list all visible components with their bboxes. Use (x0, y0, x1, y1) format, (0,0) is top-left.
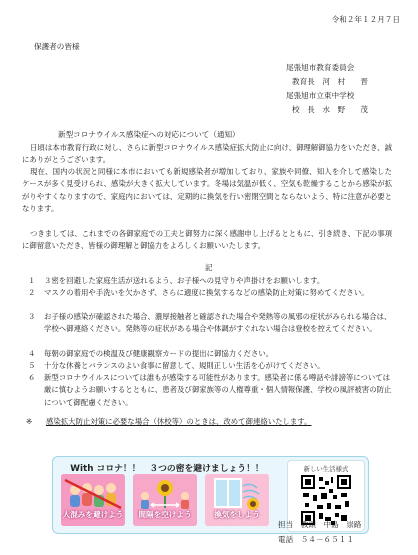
tile-keep-distance (133, 474, 197, 526)
addressee: 保護者の皆様 (34, 42, 80, 51)
sender-org: 尾張旭市教育委員会 (286, 63, 355, 72)
note-text: 感染拡大防止対策に必要な場合（休校等）のときは、改めて御連絡いたします。 (46, 417, 312, 426)
contact-person: 担当 教頭 中島 崇路 (278, 520, 362, 529)
tile-ventilate (205, 474, 269, 526)
list-item (28, 348, 392, 360)
item-text: ３密を回避した家庭生活が送れるよう、お子様への見守りや声掛けをお願いします。 (44, 276, 325, 285)
banner-title: With コロナ！！ ３つの密を避けましょう！！ (70, 464, 264, 474)
ki-heading: 記 (205, 263, 213, 272)
list-item (28, 275, 392, 287)
sender-school: 尾張旭市立東中学校 (286, 91, 355, 100)
tile-avoid-crowds (61, 474, 125, 526)
contact-phone: 電話 ５４－６５１１ (278, 535, 354, 544)
note-mark: ※ (26, 417, 33, 426)
list-item (28, 287, 392, 311)
sender-principal: 校 長 水 野 茂 (292, 105, 368, 114)
list-item (28, 311, 392, 347)
body-paragraph-1: 日頃は本市教育行政に対し、さらに新型コロナウイルス感染症拡大防止に向け、御理解御協力をいただき、誠にありがとうございます。 (22, 143, 392, 165)
tile-label: 間隔を空けよう (138, 510, 192, 519)
item-number: ３ (28, 312, 36, 321)
document-title: 新型コロナウイルス感染症への対応について（通知） (58, 130, 240, 139)
list-item (28, 360, 392, 372)
document-date: 令和２年１２月７日 (331, 15, 400, 24)
tile-label: 換気をしよう (214, 510, 260, 519)
item-number: ４ (28, 349, 36, 358)
note (26, 416, 398, 428)
item-number: ２ (28, 288, 36, 297)
item-number: ６ (28, 373, 36, 382)
item-number: １ (28, 276, 36, 285)
item-text: 十分な休養とバランスのよい食事に留意して、規則正しい生活を心がけてください。 (44, 361, 325, 370)
list-item (28, 372, 392, 408)
qr-code-icon (301, 475, 351, 525)
tile-label: 人混みを避けよう (62, 510, 124, 519)
item-text: 毎朝の御家庭での検温及び健康観察カードの提出に御協力ください。 (44, 349, 274, 358)
item-number: ５ (28, 361, 36, 370)
item-text: マスクの着用や手洗いを欠かさず、さらに適度に換気するなどの感染防止対策に努めてください。 (44, 288, 369, 297)
sender-superintendent: 教育長 河 村 晋 (292, 77, 368, 86)
item-text: お子様の感染が確認された場合、濃厚接触者と確認された場合や発熱等の風邪の症状がみられる場合は、学校へ御連絡ください。発熱等の症状がある場合や体調がすぐれない場合は登校を控えてください。 (44, 312, 392, 334)
body-paragraph-3: つきましては、これまでの各御家庭での工夫と御努力に深く感謝申し上げるとともに、引き続き、下記の事項に御留意いただき、皆様の御理解と御協力をよろしくお願いいたします。 (22, 229, 392, 251)
qr-label: 新しい生活様式 (303, 465, 349, 473)
item-text: 新型コロナウイルスについては誰もが感染する可能性があります。感染者に係る噂話や誹謗等については厳に慎むようお願いするとともに、患者及び御家族等の人権尊重・個人情報保護、学校の風評被害の防止について御配慮ください。 (44, 373, 392, 407)
body-paragraph-2: 現在、国内の状況と同様に本市においても新規感染者が増加しており、家族や同僚、知人を介して感染したケースが多く見受けられ、感染が大きく拡大しています。冬場は気温が低く、空気も乾燥することから感染が拡がりやすくなりますので、家庭内においては、定期的に換気を行い密閉空間とならないよう、特に注意が必要となります。 (22, 167, 392, 214)
